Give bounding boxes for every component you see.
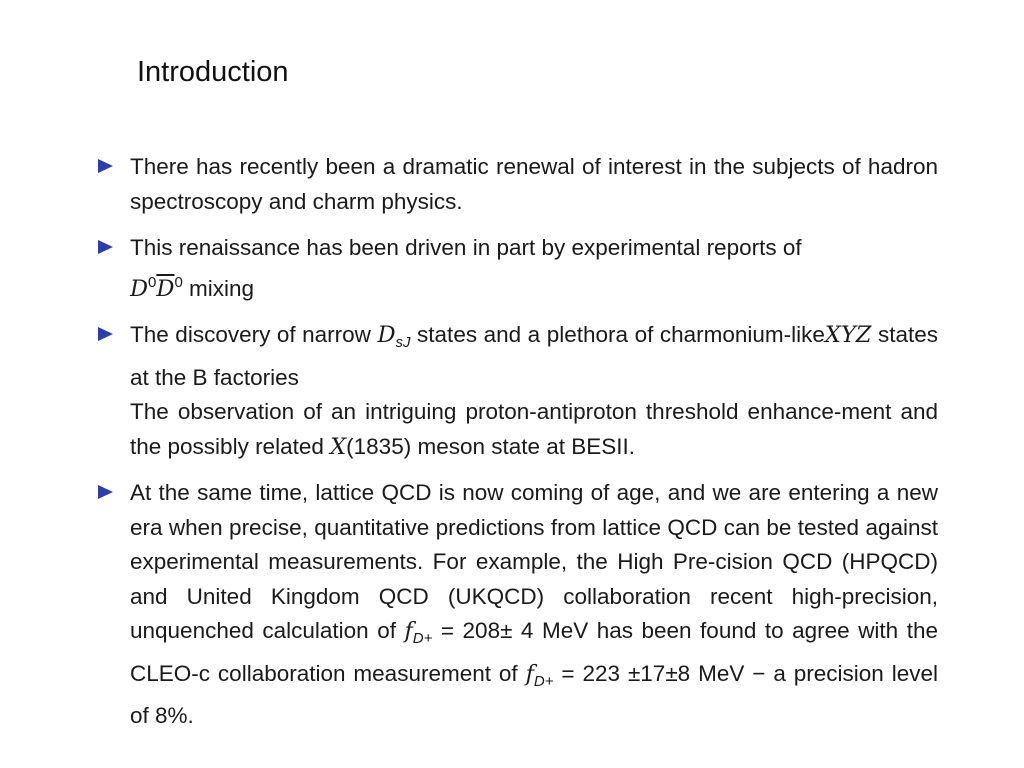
slide-title: Introduction bbox=[137, 56, 289, 88]
bullet-text: At the same time, lattice QCD is now coming of age, and we are entering a new era when precise, quantitative predictions from lattice QCD can be tested against experimental measurements. For example, the High Pre-cision QCD (HPQCD) and United Kingdom QCD (UKQCD) collaboration recent high-precision, unquenched calculation of bbox=[130, 480, 938, 643]
math-d-bar: $\overline{D}$ bbox=[156, 275, 175, 302]
triangle-right-icon bbox=[98, 485, 113, 499]
mixing-line bbox=[130, 266, 938, 307]
subscript-d-plus: D+ bbox=[533, 672, 554, 690]
math-d: D bbox=[377, 322, 396, 348]
triangle-right-icon bbox=[98, 159, 113, 173]
bullet-text: This renaissance has been driven in part by experimental reports of bbox=[130, 235, 802, 260]
bullet-text: = 223 ±17±8 MeV − a precision level of 8%. bbox=[130, 660, 938, 728]
bullet-text: states at the B factories bbox=[130, 322, 938, 390]
bullet-text: = 208± 4 MeV has been found to agree with the CLEO-c collaboration measurement of bbox=[130, 618, 938, 686]
bullet-item-renewal bbox=[98, 150, 938, 219]
math-x: X bbox=[330, 433, 347, 460]
bullet-text: There has recently been a dramatic renewal of interest in the subjects of hadron spectroscopy and charm physics. bbox=[130, 154, 938, 214]
triangle-right-icon bbox=[98, 327, 113, 341]
subscript-sj: sJ bbox=[395, 334, 411, 351]
subscript-d-plus: D+ bbox=[412, 630, 433, 647]
bullet-text: The discovery of narrow bbox=[130, 322, 378, 347]
mixing-text: mixing bbox=[182, 275, 255, 301]
superscript-zero: 0 bbox=[148, 273, 157, 291]
math-d: D bbox=[130, 275, 149, 302]
math-f: f bbox=[404, 618, 413, 644]
triangle-right-icon bbox=[98, 240, 113, 254]
bullet-item-lattice-qcd bbox=[98, 476, 938, 734]
bullet-text: states and a plethora of charmonium-like bbox=[410, 322, 825, 347]
observation-paragraph bbox=[130, 395, 938, 464]
superscript-zero: 0 bbox=[174, 273, 183, 291]
math-f: f bbox=[525, 660, 534, 687]
bullet-list bbox=[98, 150, 938, 734]
bullet-text: The observation of an intriguing proton-antiproton threshold enhance-ment and the possibly related bbox=[130, 399, 938, 459]
math-xyz: XYZ bbox=[824, 322, 872, 348]
bullet-item-renaissance bbox=[98, 231, 938, 306]
bullet-item-discovery bbox=[98, 318, 938, 464]
bullet-text: (1835) meson state at BESII. bbox=[346, 433, 636, 459]
